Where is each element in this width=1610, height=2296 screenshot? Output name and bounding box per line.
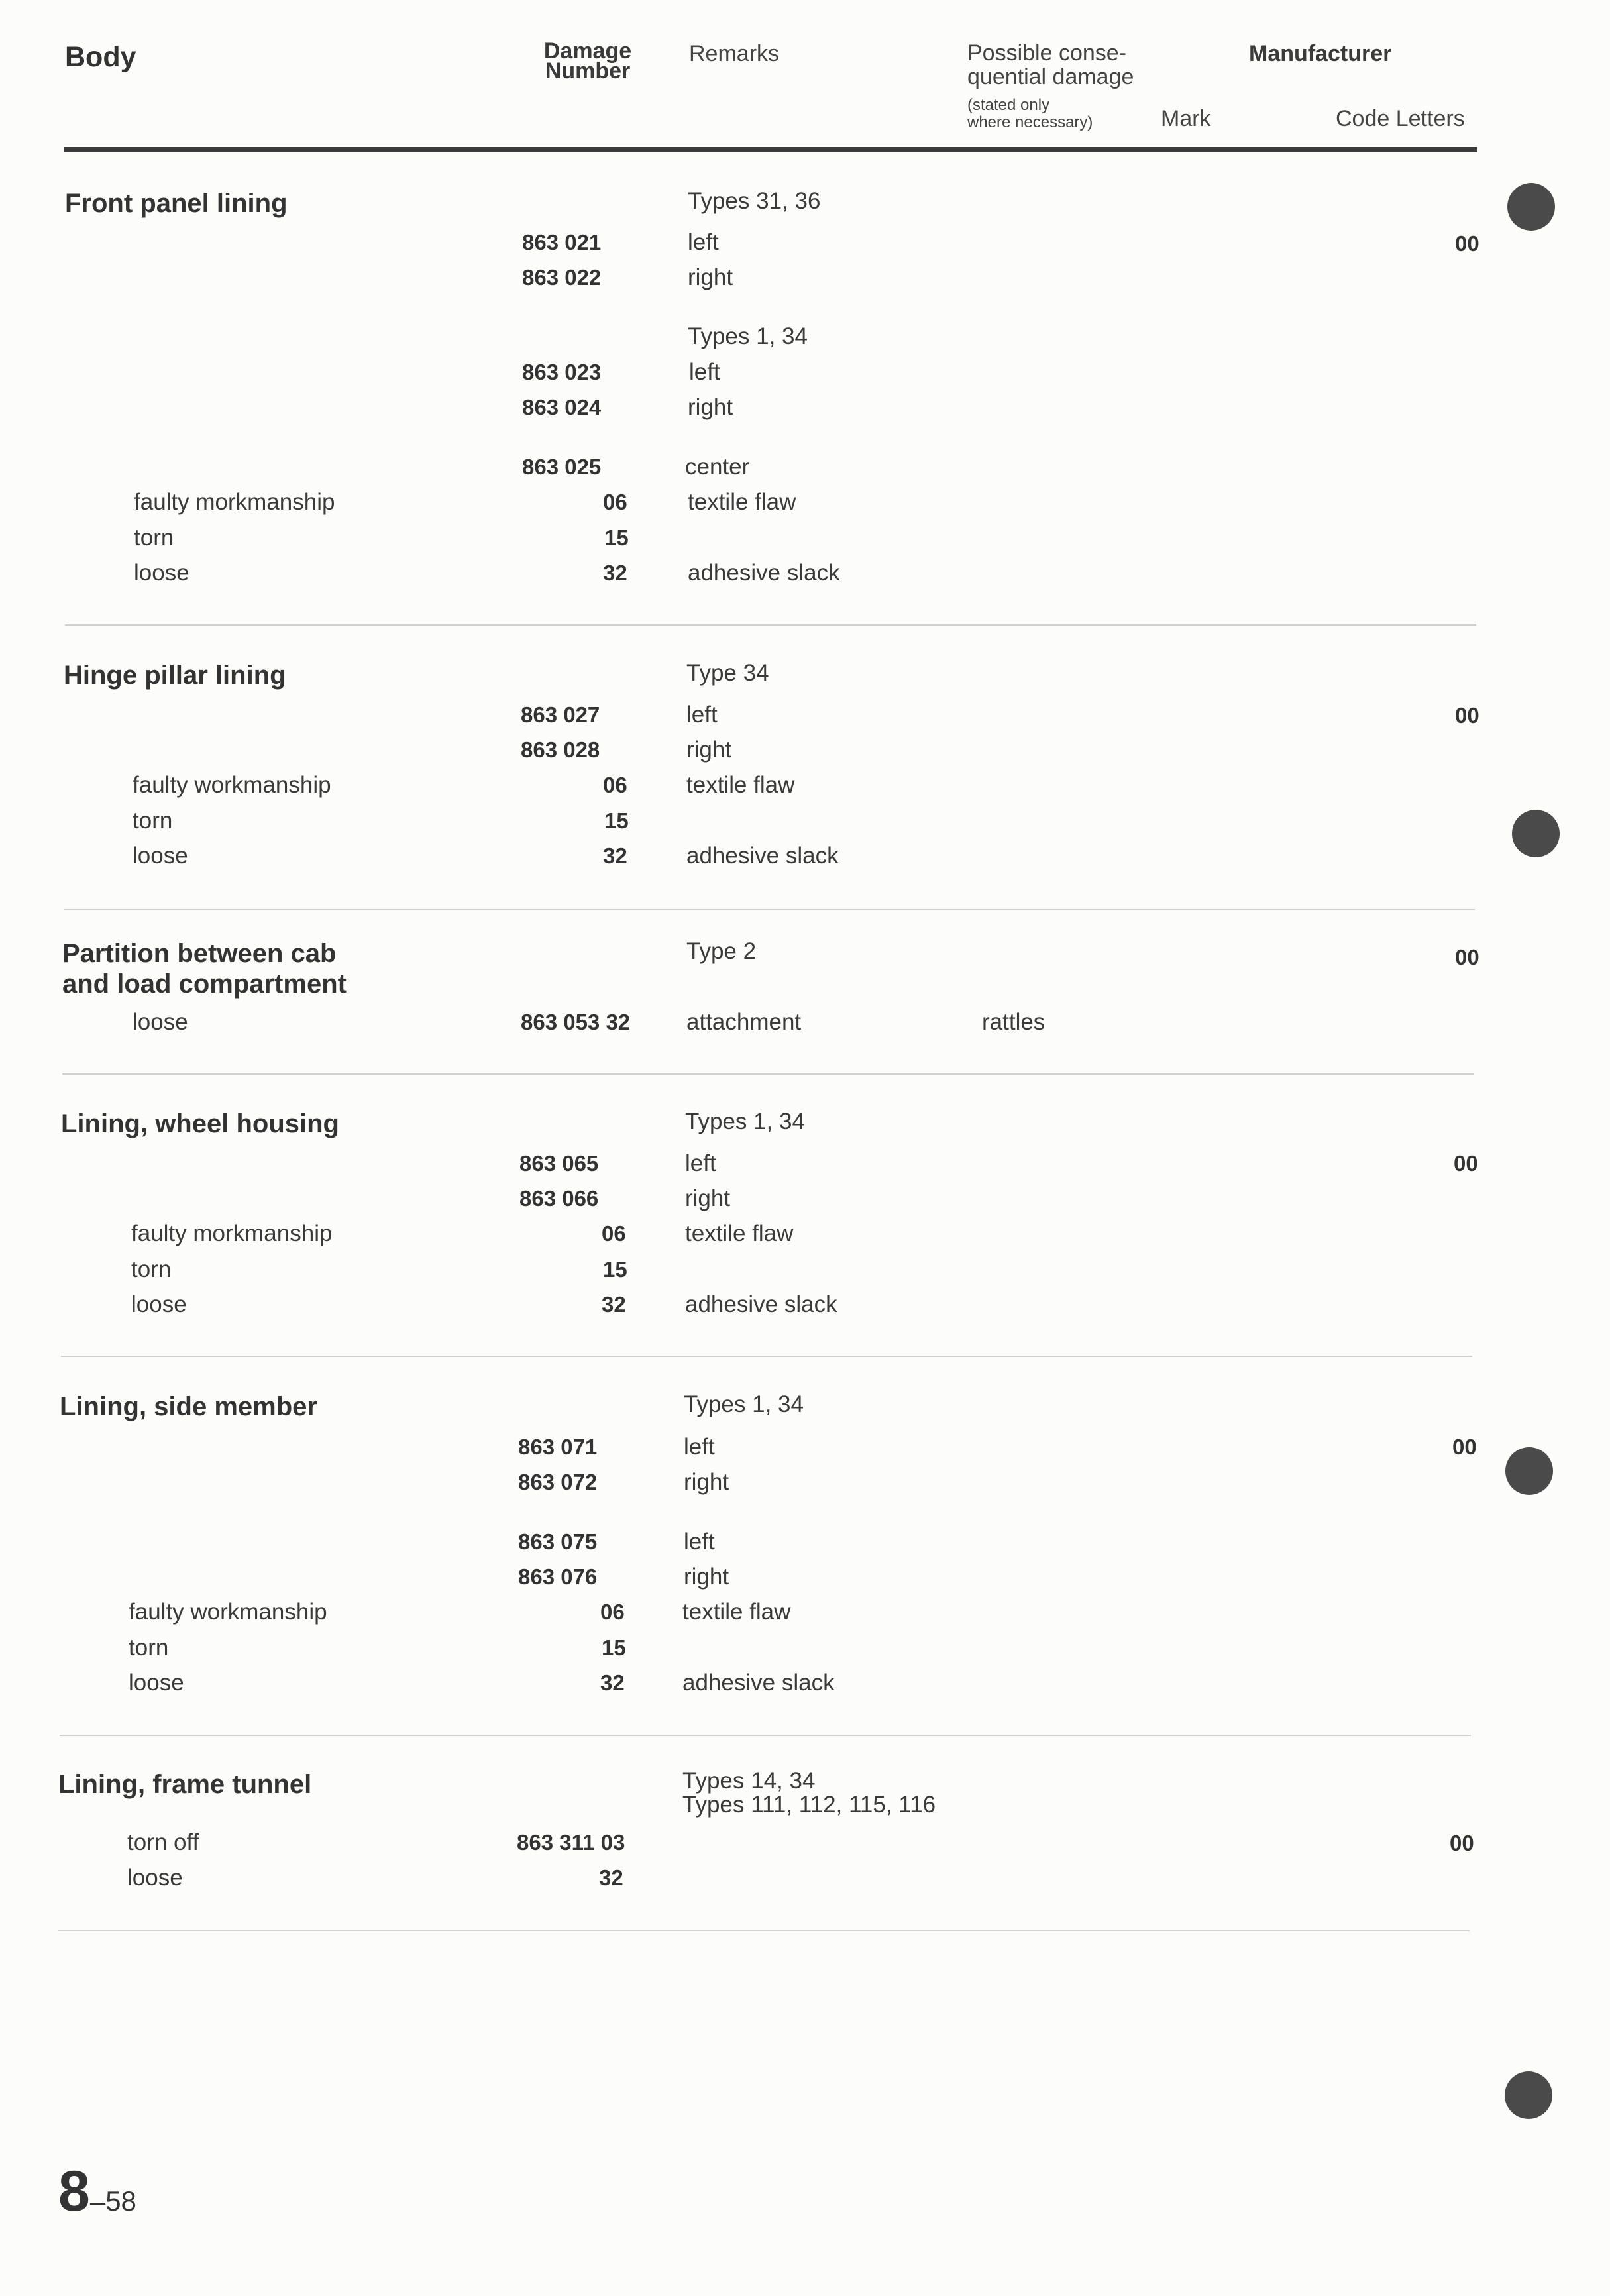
- section-divider: [65, 624, 1476, 626]
- remark: right: [685, 1185, 731, 1211]
- remark: left: [685, 1150, 716, 1176]
- fault-label: loose: [133, 1009, 188, 1035]
- fault-code: 15: [604, 808, 629, 833]
- fault-code: 15: [602, 1635, 626, 1660]
- types-label: Types 14, 34 Types 111, 112, 115, 116: [682, 1768, 936, 1818]
- col-header-remarks: Remarks: [689, 41, 780, 66]
- fault-label: torn: [133, 808, 173, 834]
- remark: left: [684, 1529, 715, 1555]
- section-title: Hinge pillar lining: [64, 661, 286, 690]
- fault-label: faulty workmanship: [133, 772, 331, 798]
- section-title: Front panel lining: [65, 189, 288, 218]
- code-letters: 00: [1455, 231, 1479, 256]
- fault-label: faulty workmanship: [129, 1599, 327, 1625]
- damage-number: 863 025: [522, 455, 602, 479]
- punch-hole: [1505, 2071, 1552, 2119]
- section-title: Lining, wheel housing: [61, 1109, 339, 1138]
- fault-code: 32: [602, 1292, 626, 1317]
- col-header-consequential: Possible conse- quential damage: [967, 40, 1134, 89]
- damage-number: 863 075: [518, 1529, 598, 1554]
- fault-label: torn: [134, 525, 174, 551]
- remark: adhesive slack: [688, 560, 840, 586]
- section-divider: [60, 1735, 1471, 1736]
- page-number-minor: –58: [89, 2185, 136, 2216]
- section-divider: [58, 1930, 1470, 1931]
- fault-code: 06: [602, 1221, 626, 1246]
- col-header-manufacturer: Manufacturer: [1249, 41, 1392, 66]
- remark: right: [684, 1564, 729, 1590]
- section-title: Lining, side member: [60, 1392, 317, 1421]
- page-number: [58, 2159, 136, 2224]
- code-letters: 00: [1450, 1831, 1474, 1855]
- damage-number: 863 076: [518, 1564, 598, 1589]
- punch-hole: [1507, 183, 1555, 231]
- consequential-damage: rattles: [982, 1009, 1046, 1035]
- section-title: Partition between cab and load compartment: [62, 939, 347, 999]
- fault-code: 06: [603, 773, 627, 797]
- section-divider: [62, 1073, 1474, 1075]
- remark: textile flaw: [685, 1221, 794, 1246]
- remark: center: [685, 454, 750, 480]
- remark: adhesive slack: [682, 1670, 835, 1696]
- types-label: Type 2: [686, 938, 757, 964]
- remark: right: [686, 737, 732, 763]
- fault-label: loose: [127, 1865, 183, 1890]
- page-number-major: 8: [58, 2159, 90, 2223]
- damage-number: 863 066: [519, 1186, 599, 1211]
- section-divider: [64, 909, 1475, 910]
- fault-code: 15: [603, 1257, 627, 1282]
- remark: textile flaw: [688, 489, 796, 515]
- remark: left: [688, 229, 719, 255]
- remark: left: [684, 1434, 715, 1460]
- remark: attachment: [686, 1009, 802, 1035]
- fault-label: torn: [129, 1635, 169, 1661]
- damage-number: 863 023: [522, 360, 602, 384]
- damage-number: 863 053 32: [521, 1010, 631, 1034]
- damage-number: 863 065: [519, 1151, 599, 1175]
- damage-number: 863 024: [522, 395, 602, 419]
- fault-label: loose: [133, 843, 188, 869]
- remark: textile flaw: [686, 772, 795, 798]
- col-header-damage-number: Damage Number: [543, 38, 632, 83]
- fault-code: 06: [600, 1600, 625, 1624]
- remark: textile flaw: [682, 1599, 791, 1625]
- types-label: Type 34: [686, 660, 769, 686]
- fault-label: loose: [134, 560, 189, 586]
- types-label: Types 1, 34: [684, 1392, 804, 1417]
- fault-label: torn: [131, 1256, 172, 1282]
- damage-number: 863 022: [522, 265, 602, 290]
- remark: right: [688, 264, 733, 290]
- punch-hole: [1505, 1447, 1553, 1495]
- col-header-code-letters: Code Letters: [1336, 106, 1465, 131]
- types-label: Types 31, 36: [688, 188, 821, 214]
- damage-number: 863 027: [521, 702, 600, 727]
- fault-code: 32: [603, 844, 627, 868]
- page-title: Body: [65, 41, 136, 73]
- punch-hole: [1512, 810, 1560, 857]
- remark: right: [688, 394, 733, 420]
- fault-label: loose: [129, 1670, 184, 1696]
- col-header-mark: Mark: [1161, 106, 1211, 131]
- code-letters: 00: [1452, 1435, 1477, 1459]
- fault-label: loose: [131, 1291, 187, 1317]
- damage-number: 863 311 03: [517, 1830, 625, 1855]
- section-divider: [61, 1356, 1472, 1357]
- damage-number: 863 021: [522, 230, 602, 254]
- code-letters: 00: [1454, 1151, 1478, 1175]
- remark: left: [686, 702, 718, 728]
- col-header-consequential-note: (stated only where necessary): [967, 96, 1093, 131]
- code-letters: 00: [1455, 703, 1479, 728]
- damage-number: 863 071: [518, 1435, 598, 1459]
- types-label: Types 1, 34: [685, 1109, 805, 1134]
- damage-number: 863 028: [521, 738, 600, 762]
- fault-code: 06: [603, 490, 627, 514]
- section-title: Lining, frame tunnel: [58, 1770, 312, 1799]
- remark: adhesive slack: [686, 843, 839, 869]
- fault-label: faulty morkmanship: [134, 489, 335, 515]
- code-letters: 00: [1455, 945, 1479, 969]
- header-rule: [64, 147, 1477, 152]
- remark: right: [684, 1469, 729, 1495]
- damage-number: 863 072: [518, 1470, 598, 1494]
- remark: left: [689, 359, 720, 385]
- types-label: Types 1, 34: [688, 323, 808, 349]
- fault-label: faulty morkmanship: [131, 1221, 333, 1246]
- fault-code: 32: [600, 1670, 625, 1695]
- fault-code: 15: [604, 525, 629, 550]
- fault-label: torn off: [127, 1830, 199, 1855]
- fault-code: 32: [603, 561, 627, 585]
- fault-code: 32: [599, 1865, 623, 1890]
- remark: adhesive slack: [685, 1291, 837, 1317]
